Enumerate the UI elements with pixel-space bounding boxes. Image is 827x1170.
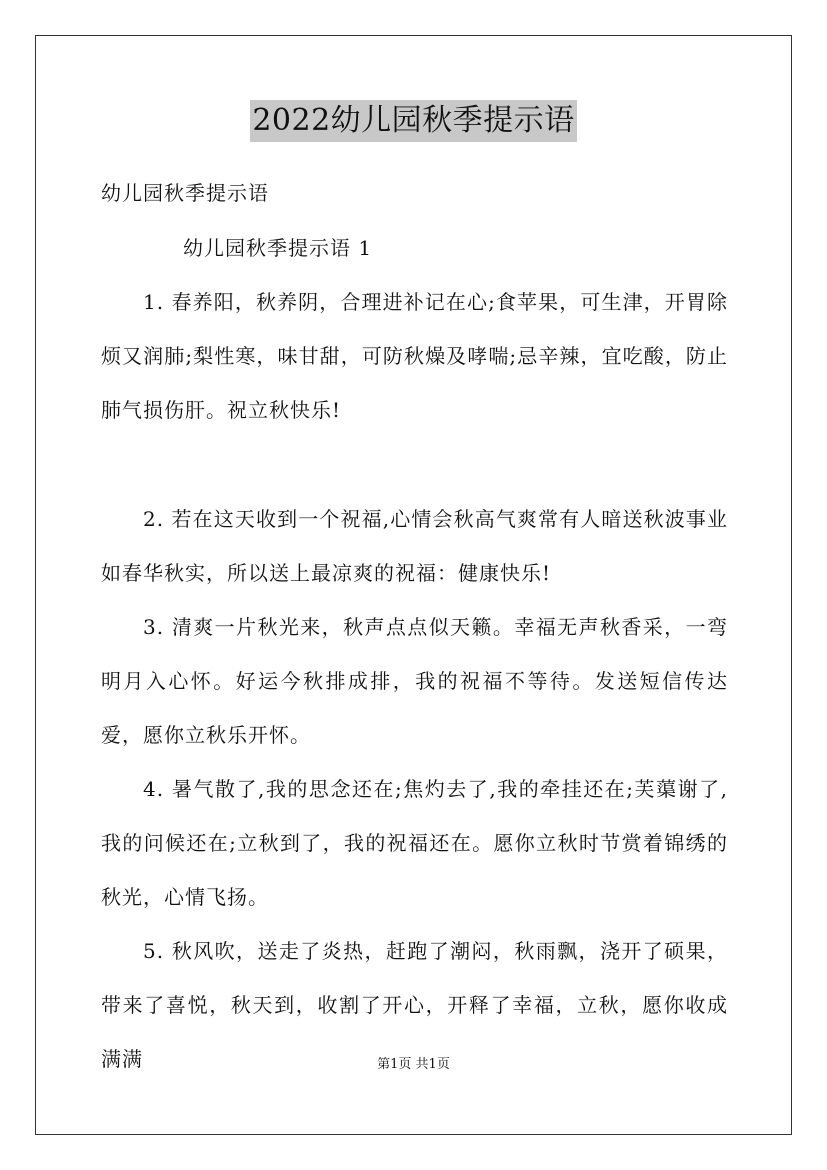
document-title: 2022幼儿园秋季提示语 [250,100,576,142]
page-footer: 第1页 共1页 [377,1057,450,1072]
paragraph-1: 1. 春养阳，秋养阴，合理进补记在心;食苹果，可生津，开胃除烦又润肺;梨性寒，味甘甜，可防秋燥及哮喘;忌辛辣，宜吃酸，防止肺气损伤肝。祝立秋快乐! [101,290,728,422]
paragraph-5: 5. 秋风吹，送走了炎热，赶跑了潮闷，秋雨飘，浇开了硕果，带来了喜悦，秋天到，收割了开心，开释了幸福，立秋，愿你收成满满 [101,939,728,1071]
document-subtitle: 幼儿园秋季提示语 [101,181,269,205]
paragraph-4: 4. 暑气散了,我的思念还在;焦灼去了,我的牵挂还在;芙蕖谢了,我的问候还在;立秋到了，我的祝福还在。愿你立秋时节赏着锦绣的秋光，心情飞扬。 [101,777,728,909]
section-heading: 幼儿园秋季提示语 1 [183,236,373,260]
title-container [0,100,827,142]
paragraph-2: 2. 若在这天收到一个祝福,心情会秋高气爽常有人暗送秋波事业如春华秋实，所以送上最凉爽的祝福：健康快乐! [101,507,728,585]
paragraph-3: 3. 清爽一片秋光来，秋声点点似天籁。幸福无声秋香采，一弯明月入心怀。好运今秋排成排，我的祝福不等待。发送短信传达爱，愿你立秋乐开怀。 [101,615,728,747]
